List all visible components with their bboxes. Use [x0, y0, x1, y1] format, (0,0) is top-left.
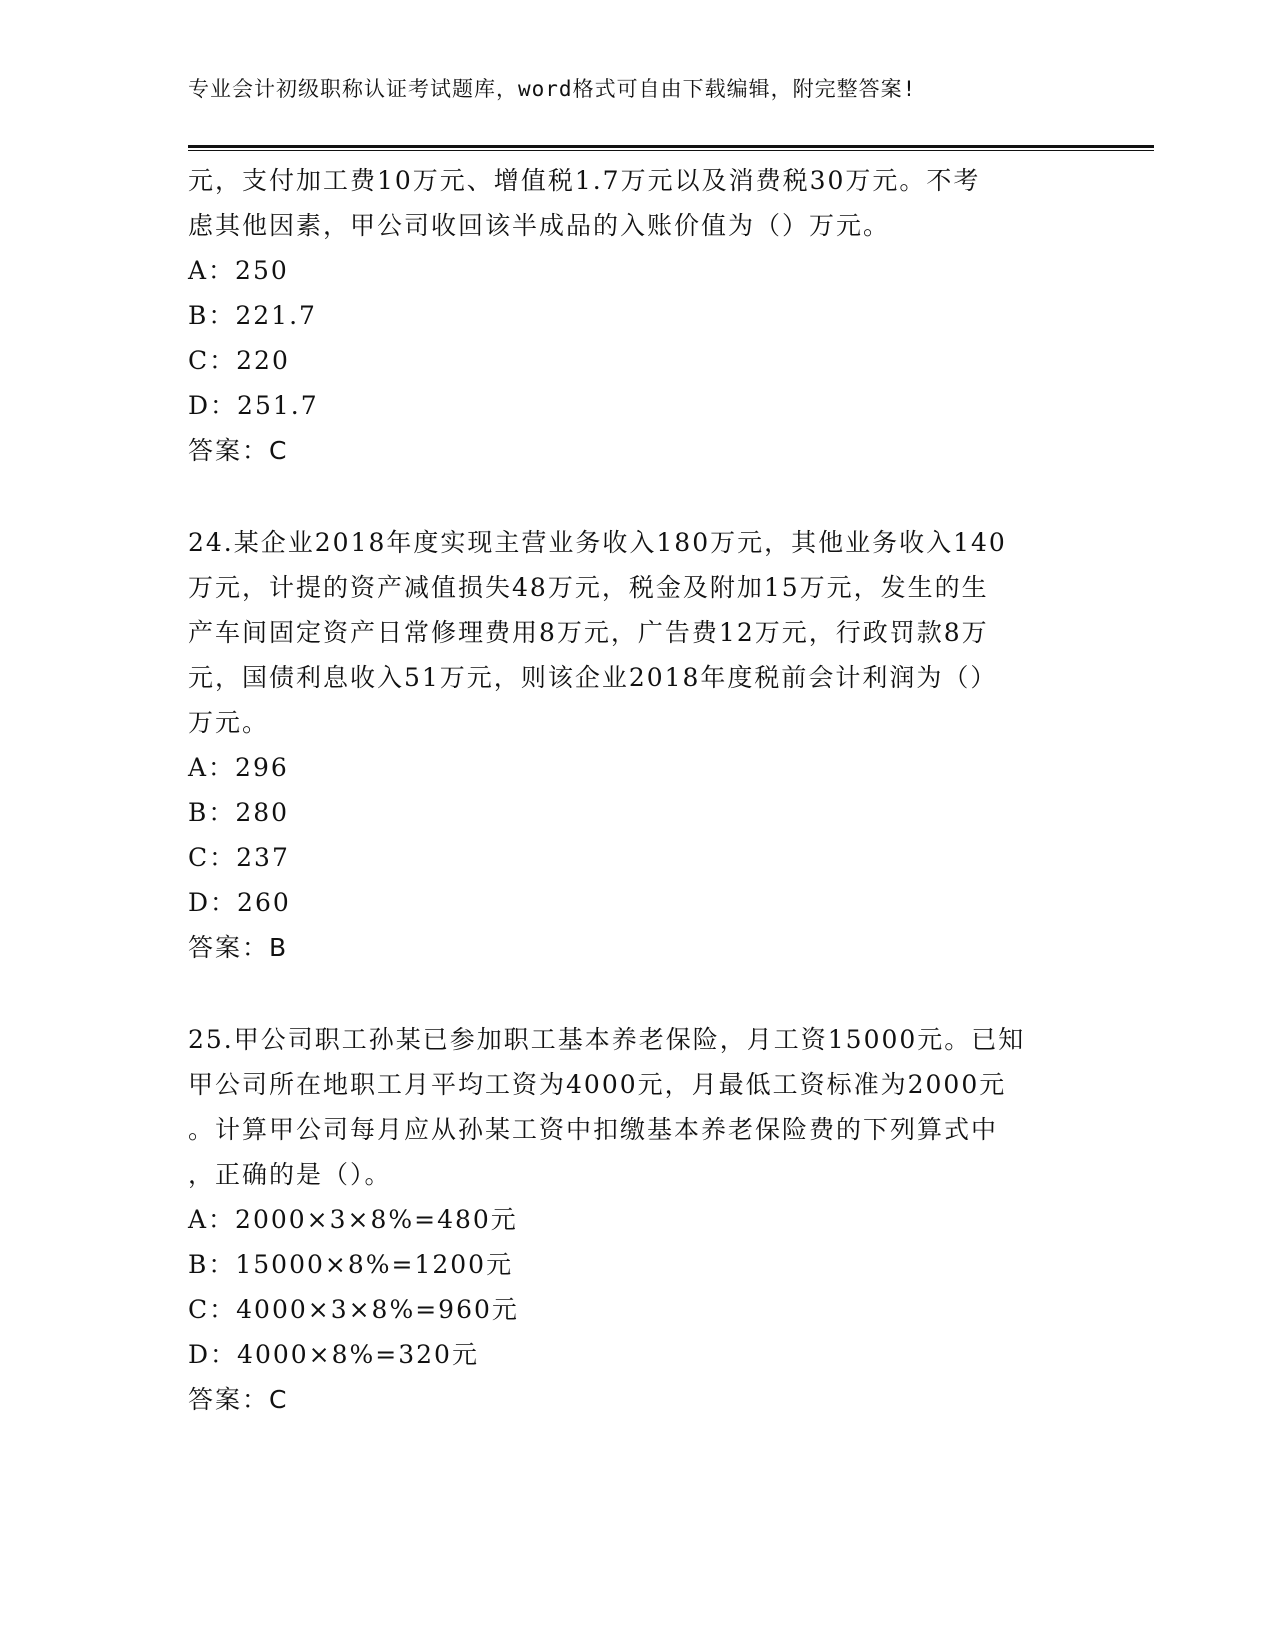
- option-c: C：220: [188, 346, 290, 375]
- option-c: C：237: [188, 843, 290, 872]
- question-stem: 24.某企业2018年度实现主营业务收入180万元，其他业务收入140 万元，计提的资产减值损失48万元，税金及附加15万元，发生的生 产车间固定资产日常修理费用8万元，广告费12万元，行政罚款8万 元，国债利息收入51万元，则该企业2018年度税前会计利润为（） 万元。: [188, 528, 1007, 737]
- question-stem: 元，支付加工费10万元、增值税1.7万元以及消费税30万元。不考 虑其他因素，甲公司收回该半成品的入账价值为（）万元。: [188, 166, 981, 240]
- header-rule-thin: [188, 150, 1154, 151]
- question-list: [188, 158, 1088, 1469]
- option-b: B：221.7: [188, 301, 317, 330]
- answer-line: 答案：C: [188, 1385, 289, 1414]
- option-a: A：250: [188, 256, 289, 285]
- page-header: 专业会计初级职称认证考试题库，word格式可自由下载编辑，附完整答案!: [188, 77, 917, 101]
- answer-line: 答案：B: [188, 933, 289, 962]
- header-rule-thick: [188, 145, 1154, 148]
- question-24: [188, 520, 1088, 970]
- option-b: B：15000×8%=1200元: [188, 1250, 514, 1279]
- option-a: A：296: [188, 753, 289, 782]
- option-a: A：2000×3×8%=480元: [188, 1205, 518, 1234]
- option-d: D：4000×8%=320元: [188, 1340, 479, 1369]
- question-25: [188, 1017, 1088, 1422]
- answer-line: 答案：C: [188, 436, 289, 465]
- option-c: C：4000×3×8%=960元: [188, 1295, 519, 1324]
- option-d: D：251.7: [188, 391, 319, 420]
- option-b: B：280: [188, 798, 290, 827]
- question-stem: 25.甲公司职工孙某已参加职工基本养老保险，月工资15000元。已知 甲公司所在地职工月平均工资为4000元，月最低工资标准为2000元 。计算甲公司每月应从孙某工资中扣缴基本养老保险费的下列算式中 ，正确的是（）。: [188, 1025, 1026, 1189]
- question-23-continued: [188, 158, 1088, 473]
- option-d: D：260: [188, 888, 291, 917]
